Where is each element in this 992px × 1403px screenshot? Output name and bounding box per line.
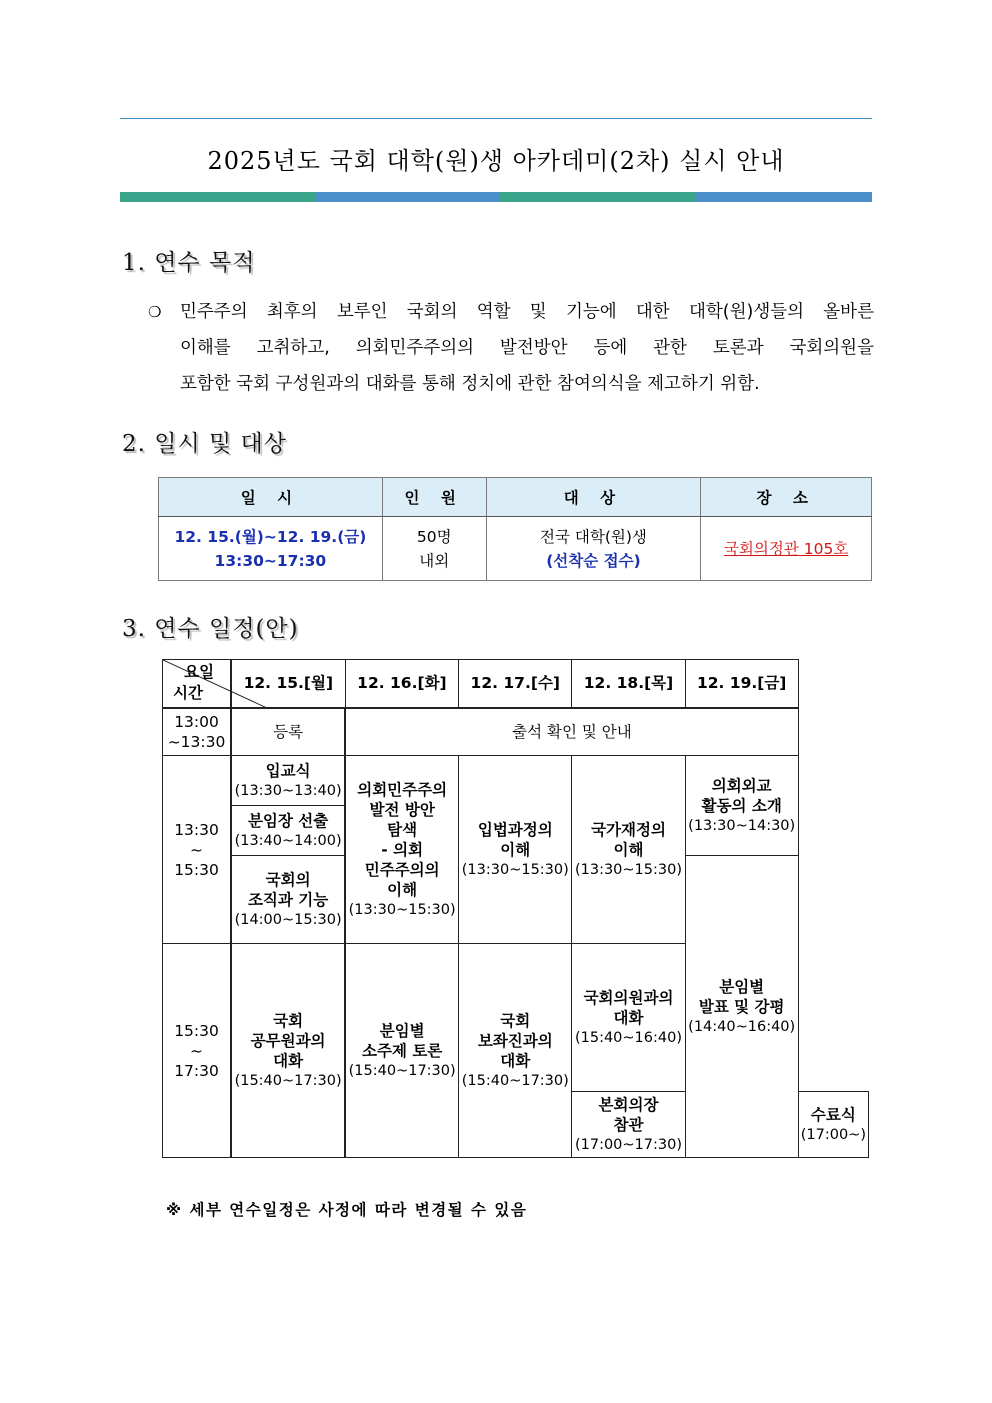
session-title: 수료식 — [810, 1105, 856, 1124]
session-cell — [459, 756, 572, 944]
time-end: 17:30 — [174, 1061, 219, 1080]
time-cell — [163, 756, 232, 944]
session-time: (13:30~14:30) — [688, 817, 796, 834]
session-cell — [231, 806, 345, 856]
time-start: 13:30 — [174, 820, 219, 839]
day-header: 12. 15.[월] — [231, 660, 345, 708]
page-title: 2025년도 국회 대학(원)생 아카데미(2차) 실시 안내 — [207, 147, 785, 175]
session-cell — [685, 856, 798, 1158]
session-title: 대화 — [500, 1051, 531, 1070]
schedule-row — [163, 756, 869, 806]
session-cell — [345, 944, 459, 1158]
info-time: 13:30~17:30 — [214, 551, 327, 570]
session-title: 의회외교 — [711, 776, 772, 795]
session-title: 발전 방안 — [369, 800, 435, 819]
session-time: (15:40~16:40) — [574, 1029, 683, 1046]
info-date-cell — [159, 517, 383, 581]
session-title: 의회민주주의 — [357, 780, 448, 799]
session-cell — [572, 756, 685, 944]
registration-text: 등록 — [273, 722, 304, 741]
session-title: 참관 — [613, 1115, 644, 1134]
time-separator: ~ — [190, 840, 204, 859]
info-header-row — [159, 478, 872, 517]
session-title: 활동의 소개 — [701, 796, 782, 815]
day-header: 12. 18.[목] — [572, 660, 685, 708]
info-header-target: 대 상 — [486, 478, 701, 517]
checkin-text: 출석 확인 및 안내 — [512, 722, 632, 741]
session-time: (13:40~14:00) — [234, 832, 342, 849]
session-cell — [231, 856, 345, 944]
info-table — [158, 477, 872, 581]
session-title: 국회의 — [265, 870, 311, 889]
session-time: (17:00~17:30) — [574, 1136, 683, 1153]
session-title: 보좌진과의 — [477, 1031, 553, 1050]
session-time: (17:00~) — [800, 1126, 866, 1143]
session-title: 분임별 — [719, 977, 765, 996]
session-title: 대화 — [273, 1051, 304, 1070]
session-time: (13:30~13:40) — [234, 782, 342, 799]
purpose-line: 민주주의 최후의 보루인 국회의 역할 및 기능에 대한 대학(원)생들의 올바른 — [180, 302, 874, 322]
session-title: 국가재정의 — [591, 820, 666, 839]
info-count-cell — [382, 517, 486, 581]
session-subtitle: 이해 — [387, 880, 418, 899]
section-heading-purpose: 1. 연수 목적 — [122, 250, 256, 276]
title-bar-segment — [500, 192, 695, 202]
corner-time-label: 시간 — [173, 683, 203, 702]
session-time: (14:00~15:30) — [234, 911, 342, 928]
session-cell — [798, 1092, 868, 1158]
section-heading-program: 3. 연수 일정(안) — [122, 616, 299, 642]
info-target: 전국 대학(원)생 — [540, 527, 647, 546]
session-cell — [231, 756, 345, 806]
title-bar-segment — [315, 192, 500, 202]
corner-cell — [163, 660, 232, 708]
session-cell — [345, 756, 459, 944]
session-time: (14:40~16:40) — [688, 1018, 796, 1035]
info-header-count: 인 원 — [382, 478, 486, 517]
time-end: ~13:30 — [167, 732, 226, 751]
session-title: 공무원과의 — [250, 1031, 326, 1050]
session-subtitle: - 의회 — [381, 840, 424, 859]
info-count: 50명 — [416, 527, 452, 546]
session-cell — [231, 944, 345, 1158]
info-place-cell — [701, 517, 872, 581]
corner-day-label: 요일 — [184, 663, 215, 681]
info-header-date: 일 시 — [159, 478, 383, 517]
session-time: (15:40~17:30) — [234, 1072, 342, 1089]
info-date: 12. 15.(월)~12. 19.(금) — [174, 527, 367, 546]
session-time: (13:30~15:30) — [461, 861, 569, 878]
info-header-place: 장 소 — [701, 478, 872, 517]
purpose-paragraph — [148, 294, 874, 402]
session-cell — [572, 944, 685, 1092]
info-target-cell — [486, 517, 701, 581]
purpose-line: 이해를 고취하고, 의회민주주의의 발전방안 등에 관한 토론과 국회의원을 — [180, 338, 874, 358]
info-count-suffix: 내외 — [419, 551, 450, 570]
session-title: 본회의장 — [598, 1095, 659, 1114]
time-separator: ~ — [190, 1041, 204, 1060]
title-top-rule — [120, 118, 872, 119]
session-cell — [572, 1092, 685, 1158]
purpose-line: 포함한 국회 구성원과의 대화를 통해 정치에 관한 참여의식을 제고하기 위함. — [180, 374, 760, 394]
session-title: 이해 — [613, 840, 644, 859]
session-title: 소주제 토론 — [362, 1041, 443, 1060]
session-time: (15:40~17:30) — [348, 1062, 456, 1079]
circle-bullet-icon: ❍ — [148, 303, 162, 321]
checkin-cell — [345, 708, 798, 756]
session-title: 국회 — [500, 1011, 531, 1030]
session-title: 분임장 선출 — [247, 811, 329, 830]
title-color-bar — [120, 192, 872, 202]
day-header: 12. 19.[금] — [685, 660, 798, 708]
session-title: 입법과정의 — [477, 820, 553, 839]
session-title: 분임별 — [379, 1021, 425, 1040]
section-heading-schedule-target: 2. 일시 및 대상 — [122, 431, 287, 457]
session-title: 국회 — [273, 1011, 304, 1030]
session-subtitle: 민주주의의 — [364, 860, 440, 879]
session-title: 입교식 — [265, 761, 311, 780]
session-cell — [459, 944, 572, 1158]
info-place: 국회의정관 105호 — [723, 539, 849, 558]
session-title: 조직과 기능 — [247, 890, 329, 909]
session-title: 탐색 — [387, 820, 418, 839]
session-time: (15:40~17:30) — [461, 1072, 569, 1089]
day-header: 12. 16.[화] — [345, 660, 459, 708]
time-start: 15:30 — [174, 1021, 219, 1040]
title-bar-segment — [695, 192, 872, 202]
footnote: ※ 세부 연수일정은 사정에 따라 변경될 수 있음 — [166, 1201, 528, 1219]
time-end: 15:30 — [174, 860, 219, 879]
time-start: 13:00 — [174, 712, 219, 731]
info-body-row — [159, 517, 872, 581]
schedule-header-row — [163, 660, 869, 708]
title-bar-segment — [120, 192, 315, 202]
schedule-row — [163, 708, 869, 756]
session-title: 발표 및 강평 — [698, 997, 785, 1016]
registration-cell — [231, 708, 345, 756]
day-header: 12. 17.[수] — [459, 660, 572, 708]
time-cell — [163, 708, 232, 756]
session-title: 대화 — [613, 1008, 644, 1027]
time-cell — [163, 944, 232, 1158]
schedule-table — [162, 659, 869, 1158]
session-title: 이해 — [500, 840, 531, 859]
session-cell — [685, 756, 798, 856]
info-target-note: (선착순 접수) — [546, 551, 641, 570]
session-time: (13:30~15:30) — [348, 901, 456, 918]
session-title: 국회의원과의 — [583, 988, 674, 1007]
session-time: (13:30~15:30) — [574, 861, 683, 878]
